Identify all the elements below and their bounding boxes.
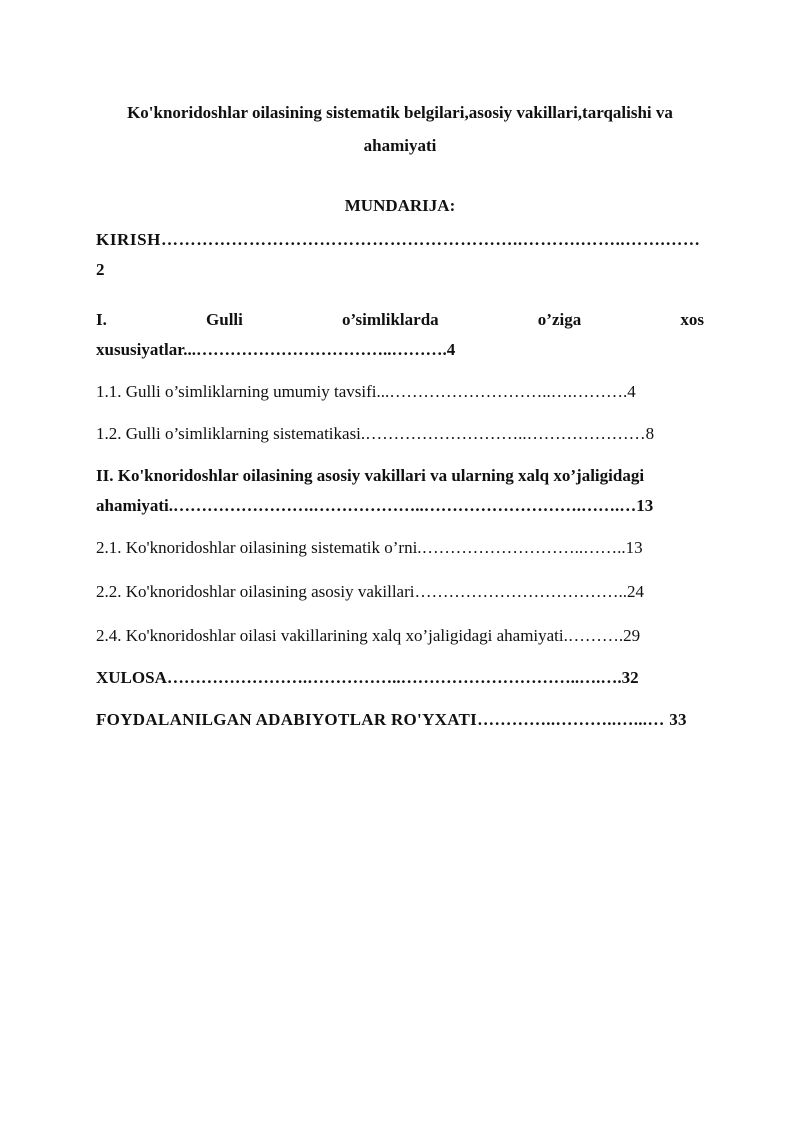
toc-entry-title: KIRISH <box>96 230 162 249</box>
toc-entry-title: 2.1. Ko'knoridoshlar oilasining sistematik o’rni. <box>96 538 422 557</box>
toc-entry-page: 13 <box>636 496 654 515</box>
toc-entry-section-1-2 <box>96 419 704 451</box>
toc-entry-leader: ………………………..………………… <box>365 424 646 443</box>
toc-entry-leader: ……………………………………………………..……….……..…….…… <box>161 230 701 249</box>
toc-entry-leader: ……………………………….. <box>414 582 627 601</box>
toc-entry-title: XULOSA <box>96 668 167 687</box>
toc-entry-title: 2.2. Ko'knoridoshlar oilasining asosiy vakillari <box>96 582 415 601</box>
toc-entry-section-1-1 <box>96 377 704 409</box>
table-of-contents <box>96 225 704 765</box>
toc-entry-title: FOYDALANILGAN ADABIYOTLAR RO'YXATI <box>96 710 478 729</box>
toc-entry-leader: ……………………………..………. <box>195 340 447 359</box>
toc-entry-title: 1.1. Gulli o’simliklarning umumiy tavsifi... <box>96 382 390 401</box>
toc-entry-leader: ………………………..….………. <box>389 382 628 401</box>
toc-entry-section-2-4 <box>96 621 704 655</box>
toc-entry-leader: …………..………..…...… <box>477 710 665 729</box>
contents-heading: MUNDARIJA: <box>344 196 456 215</box>
toc-entry-page: 33 <box>669 710 687 729</box>
toc-entry-references <box>96 705 704 765</box>
toc-entry-section-2-1 <box>96 533 704 567</box>
toc-entry-leader: …………………….………………..……………………….…….… <box>172 496 637 515</box>
toc-entry-page: 4 <box>627 382 636 401</box>
toc-entry-page: 13 <box>625 538 643 557</box>
toc-entry-chapter-2 <box>96 461 704 523</box>
toc-entry-page: 24 <box>626 582 644 601</box>
toc-entry-leader: ………………………..…….. <box>421 538 626 557</box>
toc-entry-kirish <box>96 225 704 293</box>
toc-entry-xulosa <box>96 663 704 697</box>
toc-entry-leader: ………. <box>567 626 624 645</box>
toc-entry-chapter-1 <box>96 305 704 367</box>
toc-entry-page: 4 <box>446 340 456 359</box>
document-title: Ko'knoridoshlar oilasining sistematik belgilari,asosiy vakillari,tarqalishi va ahamiyati <box>127 103 673 155</box>
toc-entry-title: 1.2. Gulli o’simliklarning sistematikasi. <box>96 424 366 443</box>
toc-entry-title: 2.4. Ko'knoridoshlar oilasi vakillarining xalq xo’jaligidagi ahamiyati. <box>96 626 568 645</box>
toc-entry-title: II. Ko'knoridoshlar oilasining asosiy vakillari va ularning xalq xo’jaligidagi ahamiyati. <box>96 466 645 515</box>
toc-entry-leader: …………………….……………..…………………………..….…. <box>166 668 622 687</box>
toc-entry-page: 2 <box>96 260 106 279</box>
toc-entry-page: 29 <box>623 626 641 645</box>
toc-entry-page: 32 <box>621 668 639 687</box>
toc-entry-page: 8 <box>645 424 655 443</box>
toc-entry-section-2-2 <box>96 577 704 611</box>
toc-entry-title: I. Gulli o’simliklarda o’ziga xos xususiyatlar... <box>96 310 704 359</box>
